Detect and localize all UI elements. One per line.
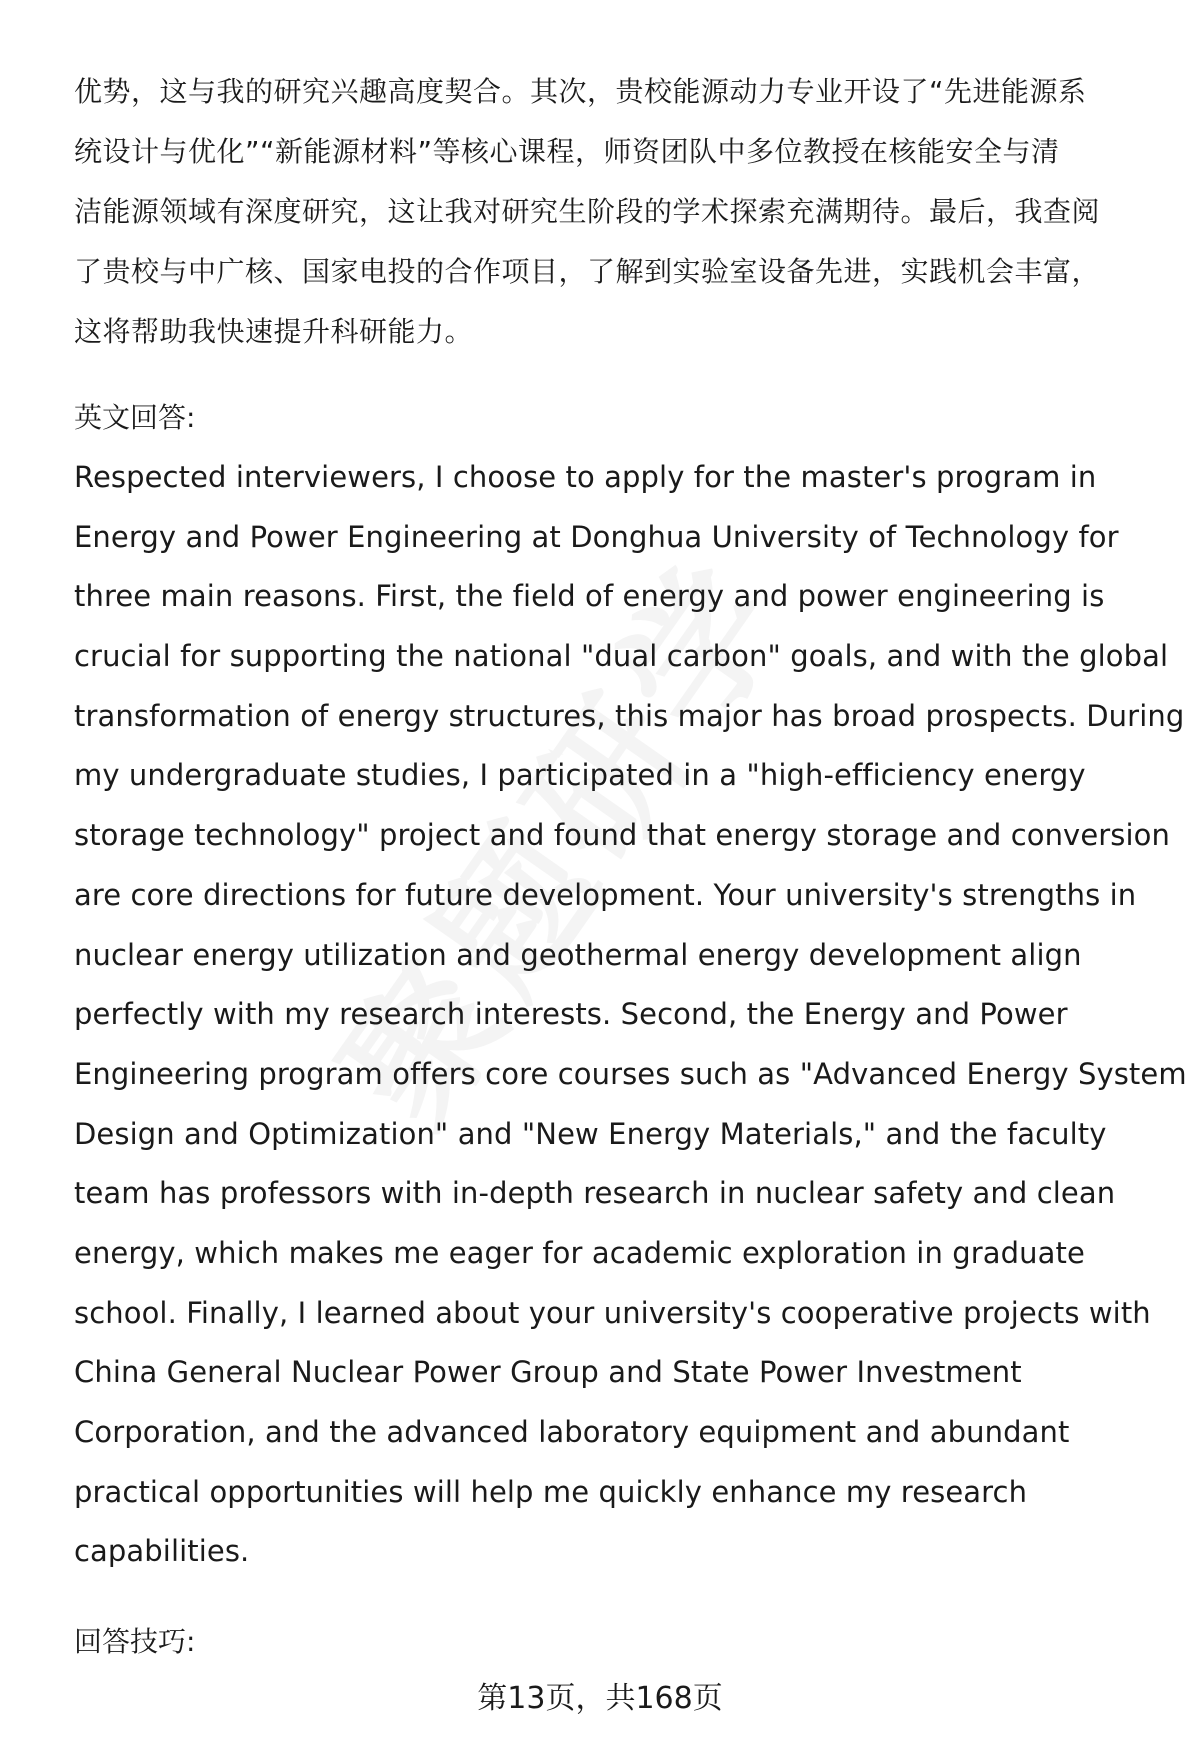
answer-tips-label: 回答技巧: — [74, 1625, 196, 1658]
english-answer-paragraph — [74, 448, 1187, 1582]
text-line: nuclear energy utilization and geothermal energy development align — [74, 937, 1082, 972]
text-line: team has professors with in-depth research in nuclear safety and clean — [74, 1176, 1116, 1211]
text-line: Design and Optimization" and "New Energy Materials," and the faculty — [74, 1116, 1107, 1151]
text-line: 优势，这与我的研究兴趣高度契合。其次，贵校能源动力专业开设了“先进能源系 — [74, 75, 1087, 108]
text-line: Engineering program offers core courses such as "Advanced Energy System — [74, 1056, 1187, 1091]
text-line: perfectly with my research interests. Second, the Energy and Power — [74, 997, 1068, 1032]
text-line: storage technology" project and found that energy storage and conversion — [74, 818, 1170, 853]
text-line: three main reasons. First, the field of energy and power engineering is — [74, 579, 1105, 614]
text-line: Corporation, and the advanced laboratory equipment and abundant — [74, 1415, 1070, 1449]
chinese-answer-paragraph — [74, 62, 1154, 362]
text-line: crucial for supporting the national "dual carbon" goals, and with the global — [74, 639, 1169, 674]
text-line: 洁能源领域有深度研究，这让我对研究生阶段的学术探索充满期待。最后，我查阅 — [74, 195, 1101, 228]
english-answer-label: 英文回答: — [74, 401, 196, 434]
text-line: China General Nuclear Power Group and State Power Investment — [74, 1355, 1022, 1390]
text-line: transformation of energy structures, this major has broad prospects. During — [74, 698, 1185, 733]
page-number-footer: 第13页，共168页 — [477, 1681, 723, 1716]
text-line: 这将帮助我快速提升科研能力。 — [74, 315, 474, 348]
text-line: Energy and Power Engineering at Donghua University of Technology for — [74, 519, 1119, 554]
text-line: 了贵校与中广核、国家电投的合作项目，了解到实验室设备先进，实践机会丰富， — [74, 255, 1101, 288]
text-line: energy, which makes me eager for academic exploration in graduate — [74, 1235, 1085, 1270]
text-line: Respected interviewers, I choose to apply for the master's program in — [74, 460, 1097, 494]
text-line: my undergraduate studies, I participated in a "high-efficiency energy — [74, 758, 1086, 793]
text-line: 统设计与优化”“新能源材料”等核心课程，师资团队中多位教授在核能安全与清 — [74, 135, 1060, 168]
text-line: are core directions for future development. Your university's strengths in — [74, 877, 1137, 912]
text-line: school. Finally, I learned about your university's cooperative projects with — [74, 1295, 1151, 1330]
text-line: capabilities. — [74, 1534, 250, 1569]
text-line: practical opportunities will help me quickly enhance my research — [74, 1474, 1028, 1509]
